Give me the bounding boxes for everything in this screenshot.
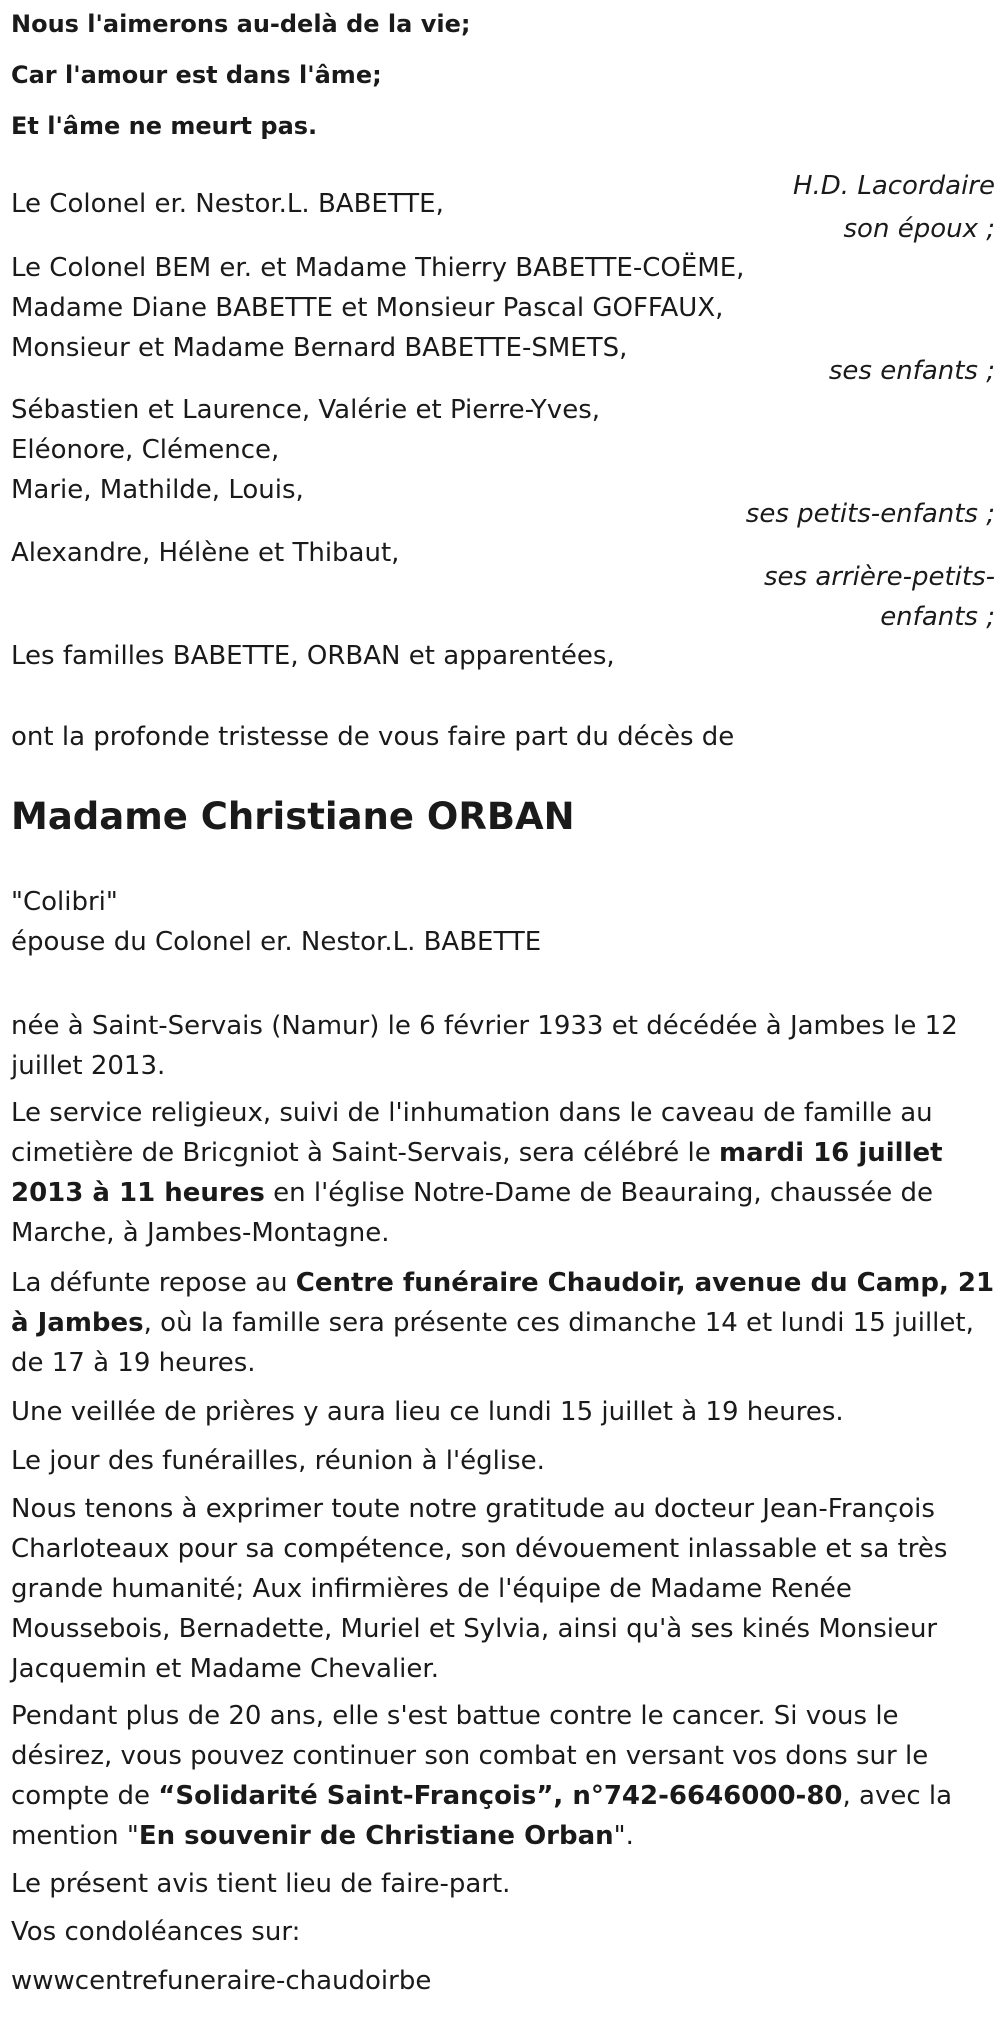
service-location: en l'église Notre-Dame de Beauraing, chaussée de Marche, à Jambes-Montagne. bbox=[11, 1178, 933, 1248]
donation-paragraph bbox=[11, 1696, 995, 1856]
children-line-2: Madame Diane BABETTE et Monsieur Pascal GOFFAUX, bbox=[11, 293, 724, 323]
children-role: ses enfants ; bbox=[828, 356, 995, 386]
grandchildren-line-2: Eléonore, Clémence, bbox=[11, 435, 280, 465]
grandchildren-line-3: Marie, Mathilde, Louis, bbox=[11, 475, 304, 505]
great-grandchildren-role-2: enfants ; bbox=[880, 602, 995, 632]
repose-details: , où la famille sera présente ces dimanche 14 et lundi 15 juillet, de 17 à 19 heures. bbox=[11, 1308, 974, 1378]
spouse-name: Le Colonel er. Nestor.L. BABETTE, bbox=[11, 189, 444, 219]
announcement: ont la profonde tristesse de vous faire part du décès de bbox=[11, 722, 735, 752]
grandchildren-line-1: Sébastien et Laurence, Valérie et Pierre-Yves, bbox=[11, 395, 600, 425]
gratitude-paragraph: Nous tenons à exprimer toute notre gratitude au docteur Jean-François Charloteaux pour sa compétence, son dévouement inlassable et sa très grande humanité; Aux infirmières de l'équipe de Madame Renée Moussebois, Bernadette, Muriel et Sylvia, ainsi qu'à ses kinés Monsieur Jacquemin et Madame Chevalier. bbox=[11, 1494, 948, 1684]
deceased-spouse-line: épouse du Colonel er. Nestor.L. BABETTE bbox=[11, 927, 542, 957]
notice-paragraph: Le présent avis tient lieu de faire-part. bbox=[11, 1869, 511, 1899]
children-line-3: Monsieur et Madame Bernard BABETTE-SMETS, bbox=[11, 333, 628, 363]
condolences-paragraph: Vos condoléances sur: bbox=[11, 1917, 301, 1947]
service-date: mardi 16 juillet 2013 à 11 heures bbox=[11, 1138, 943, 1208]
repose-text: La défunte repose au bbox=[11, 1268, 296, 1298]
donation-end: ". bbox=[613, 1821, 634, 1851]
repose-location: Centre funéraire Chaudoir, avenue du Camp, 21 à Jambes bbox=[11, 1268, 995, 1338]
poem-line-2: Car l'amour est dans l'âme; bbox=[11, 61, 382, 89]
children-line-1: Le Colonel BEM er. et Madame Thierry BABETTE-COËME, bbox=[11, 253, 745, 283]
families-line: Les familles BABETTE, ORBAN et apparentées, bbox=[11, 641, 615, 671]
poem-line-1: Nous l'aimerons au-delà de la vie; bbox=[11, 10, 471, 38]
donation-mention: En souvenir de Christiane Orban bbox=[138, 1821, 614, 1851]
great-grandchildren-role-1: ses arrière-petits- bbox=[764, 562, 995, 592]
service-paragraph bbox=[11, 1093, 995, 1253]
deceased-name: Madame Christiane ORBAN bbox=[11, 795, 575, 838]
funeral-day-paragraph: Le jour des funérailles, réunion à l'église. bbox=[11, 1446, 545, 1476]
grandchildren-role: ses petits-enfants ; bbox=[745, 499, 995, 529]
service-text: Le service religieux, suivi de l'inhumation dans le caveau de famille au cimetière de Bricgniot à Saint-Servais, sera célébré le bbox=[11, 1098, 933, 1168]
deceased-nickname: "Colibri" bbox=[11, 887, 118, 917]
donation-text: Pendant plus de 20 ans, elle s'est battue contre le cancer. Si vous le désirez, vous pouvez continuer son combat en versant vos dons sur le compte de bbox=[11, 1701, 929, 1811]
poem-line-3: Et l'âme ne meurt pas. bbox=[11, 112, 318, 140]
repose-paragraph bbox=[11, 1263, 995, 1383]
birth-death-paragraph: née à Saint-Servais (Namur) le 6 février 1933 et décédée à Jambes le 12 juillet 2013. bbox=[11, 1011, 958, 1081]
donation-mention-text: , avec la mention " bbox=[11, 1781, 953, 1851]
great-grandchildren: Alexandre, Hélène et Thibaut, bbox=[11, 538, 400, 568]
website-link[interactable]: wwwcentrefuneraire-chaudoirbe bbox=[11, 1966, 432, 1996]
donation-account: “Solidarité Saint-François”, n°742-6646000-80 bbox=[158, 1781, 843, 1811]
spouse-role: son époux ; bbox=[843, 214, 995, 244]
vigil-paragraph: Une veillée de prières y aura lieu ce lundi 15 juillet à 19 heures. bbox=[11, 1397, 844, 1427]
poem-attribution: H.D. Lacordaire bbox=[792, 171, 995, 201]
